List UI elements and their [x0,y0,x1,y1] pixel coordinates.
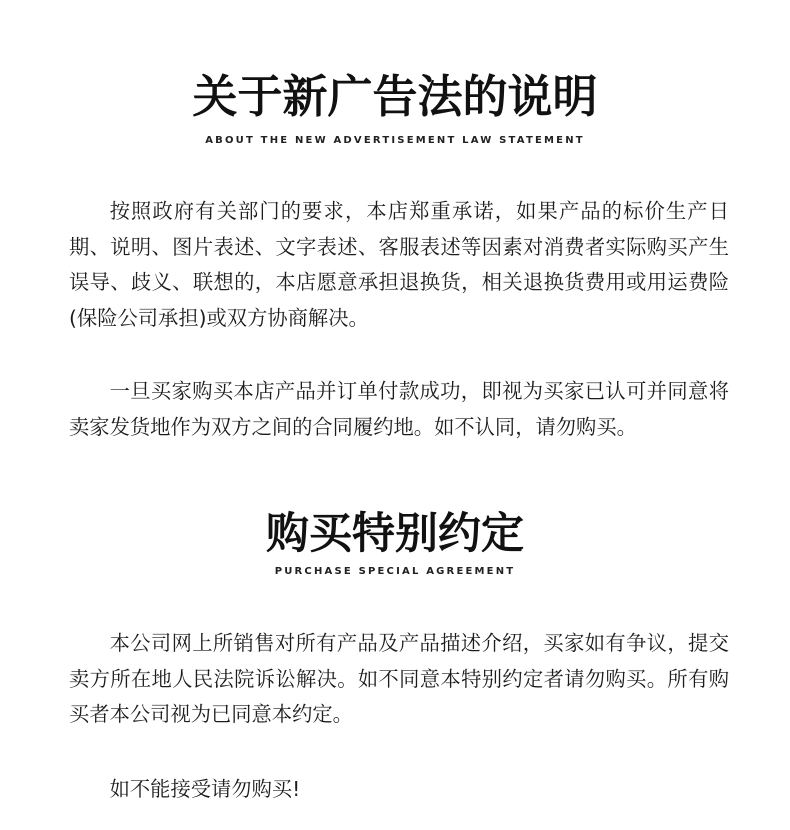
purchase-agreement-title: 购买特别约定 [266,509,524,559]
law-statement-subtitle: ABOUT THE NEW ADVERTISEMENT LAW STATEMENT [205,135,585,146]
purchase-agreement-paragraph-1: 本公司网上所销售对所有产品及产品描述介绍，买家如有争议，提交卖方所在地人民法院诉讼解决。如不同意本特别约定者请勿购买。所有购买者本公司视为已同意本约定。 [69,631,729,726]
purchase-agreement-subtitle: PURCHASE SPECIAL AGREEMENT [274,566,516,577]
purchase-agreement-paragraph-2: 如不能接受请勿购买! [109,777,301,801]
law-statement-paragraph-1: 按照政府有关部门的要求，本店郑重承诺，如果产品的标价生产日期、说明、图片表述、文字表述、客服表述等因素对消费者实际购买产生误导、歧义、联想的，本店愿意承担退换货，相关退换货费用或用运费险(保险公司承担)或双方协商解决。 [69,199,729,330]
law-statement-paragraph-2: 一旦买家购买本店产品并订单付款成功，即视为买家已认可并同意将卖家发货地作为双方之间的合同履约地。如不认同，请勿购买。 [69,379,729,439]
law-statement-title: 关于新广告法的说明 [192,70,598,123]
